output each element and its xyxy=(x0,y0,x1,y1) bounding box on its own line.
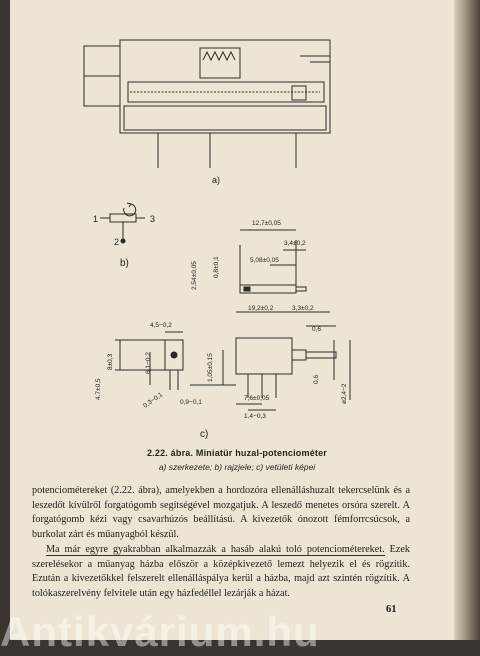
paragraph-1: potenciométereket (2.22. ábra), amelyekben a hordozóra ellenálláshuzalt tekercselünk és a leszedőt kívülről forgatógomb segítségével mozgatjuk. A leszedő menetes orsóra szerelt. A forgatógomb kézi vagy csavarhúzós beállítású. A kivezetők ónozott fémforrcsúcsok, a burkolat zárt és műanyagból készül. xyxy=(32,485,410,541)
figure-b-potentiometer-symbol xyxy=(100,203,145,243)
figure-a-label: a) xyxy=(212,175,221,185)
book-spine-shadow xyxy=(454,0,480,640)
dim-1-05: 1,05±0,15 xyxy=(207,353,214,382)
paragraph-2-rest: Ezek szerelésekor a műanyag házba először a középkivezető lemezt helyezik el és rögzítik. Ezután a kivezetőkkel felszerelt ellenálláspálya kerül a házba, majd azt szintén rögzítik. A tolókaszerelvény felvitele után egy házfedéllel lezárják a házat. xyxy=(32,543,410,599)
technical-figure xyxy=(10,0,454,445)
dim-0-6b: 0,6 xyxy=(313,374,320,384)
pin-label-3: 2 xyxy=(114,237,120,247)
figure-b-label: b) xyxy=(120,258,129,269)
paragraph-2 xyxy=(32,543,410,602)
figure-c-label: c) xyxy=(200,429,209,440)
dim-3-4: 3,4±0,2 xyxy=(284,240,306,247)
dim-4-5: 4,5−0,2 xyxy=(150,322,172,329)
figure-a-structure-drawing xyxy=(84,40,330,168)
dim-8: 8±0,3 xyxy=(107,353,114,370)
body-text xyxy=(32,484,410,602)
pin-label-1: 1 xyxy=(93,214,99,224)
pin-label-2: 3 xyxy=(150,214,156,224)
dim-3-3: 3,3±0,2 xyxy=(292,305,314,312)
book-page xyxy=(10,0,454,640)
dim-1-4: 1,4−0,3 xyxy=(244,413,266,420)
dim-7-6: 7,6±0,05 xyxy=(244,395,270,402)
dim-0-8: 0,8±0,1 xyxy=(213,256,220,278)
figure-c-front-view xyxy=(190,312,350,410)
figure-caption-title: 2.22. ábra. Miniatür huzal-potenciométer xyxy=(146,448,328,458)
dim-19-2: 19,2±0,2 xyxy=(248,305,274,312)
dim-4-7: 4,7±0,5 xyxy=(95,378,102,400)
figure-caption-subtitle: a) szerkezete; b) rajzjele; c) vetületi képei xyxy=(158,462,316,472)
dim-0-9: 0,9−0,1 xyxy=(180,399,202,406)
paragraph-2-underlined: Ma már egyre gyakrabban alkalmazzák a hasáb alakú toló potenciométereket. xyxy=(46,543,385,555)
dim-6-1: 6,1−0,2 xyxy=(145,352,152,374)
dim-12-7: 12,7±0,05 xyxy=(252,220,281,227)
dim-2-54: 2,54±0,05 xyxy=(191,261,198,290)
dim-0-6: 0,6 xyxy=(312,326,322,333)
page-number: 61 xyxy=(386,604,397,615)
watermark: Antikvárium.hu xyxy=(0,608,320,655)
dim-5-08: 5,08±0,05 xyxy=(250,257,279,264)
dim-phi-2-4: ø2,4−2 xyxy=(341,383,348,404)
dim-0-3: 0,3−0,1 xyxy=(142,391,165,410)
